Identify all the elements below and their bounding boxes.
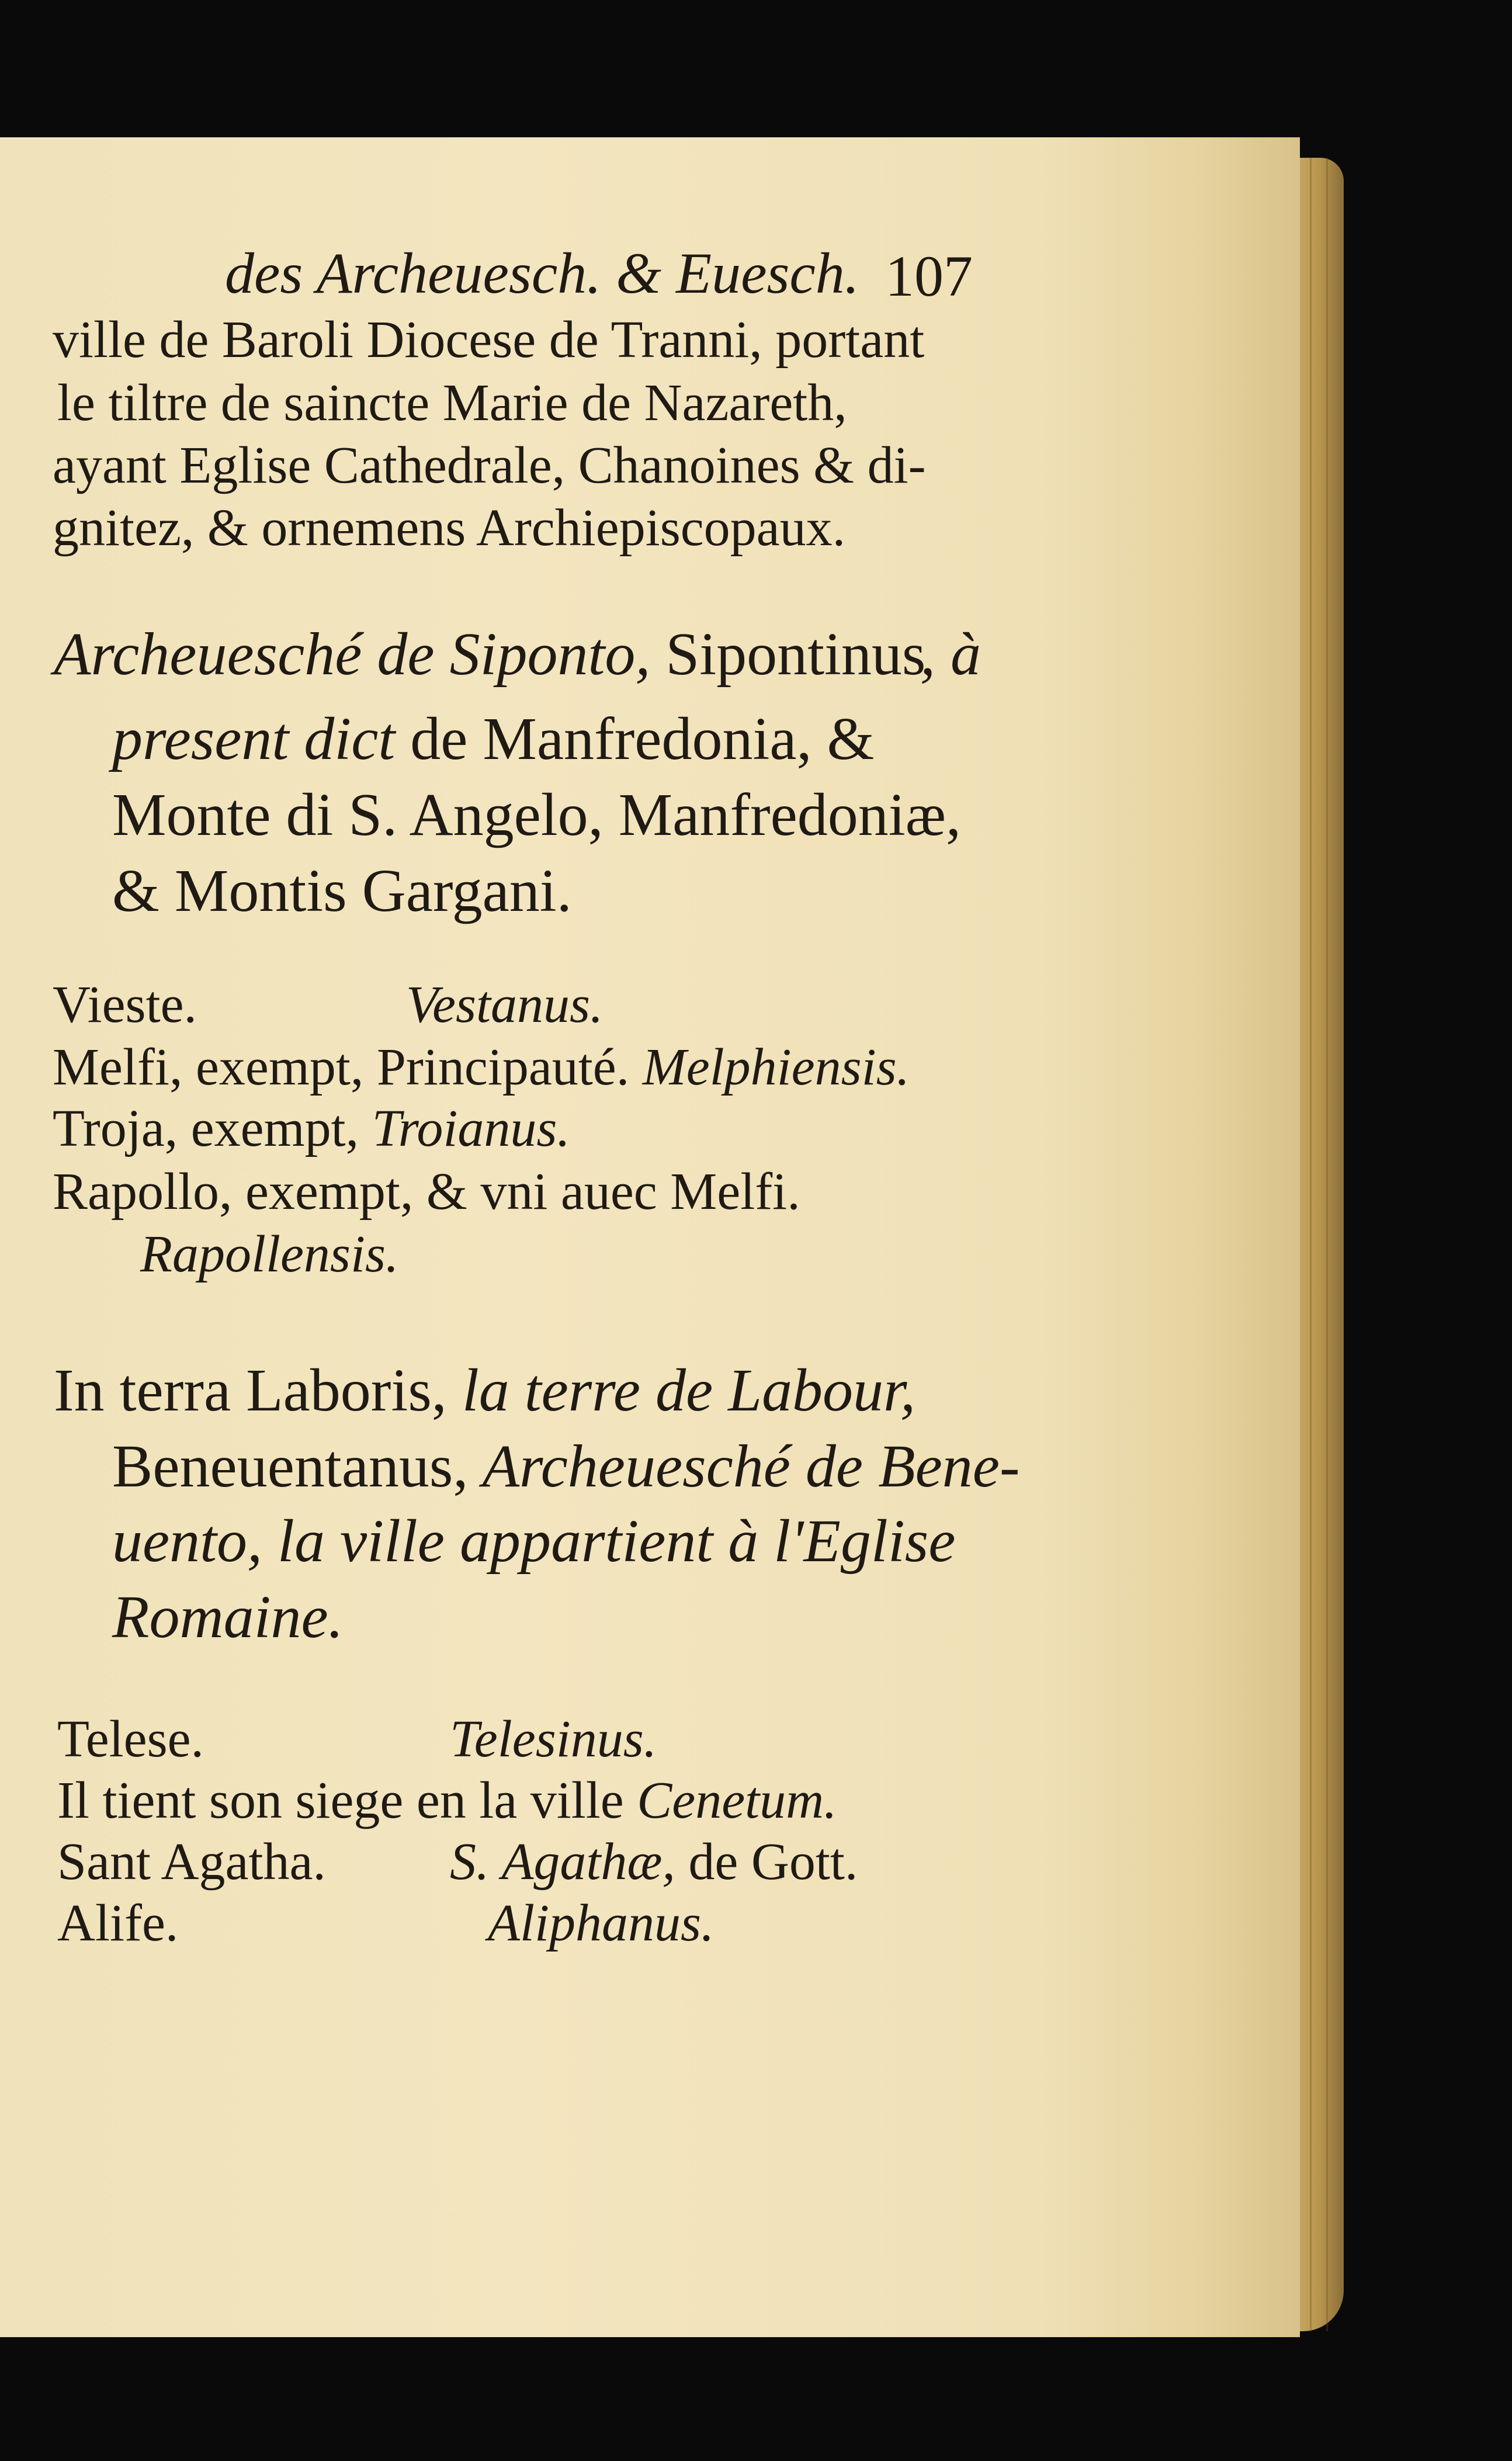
page-number: 107	[885, 244, 973, 309]
section-heading-benevento	[54, 1356, 915, 1425]
entry-italic: Troianus.	[372, 1100, 570, 1157]
diocese-entry-alife: Alife.	[57, 1894, 179, 1952]
diocese-entry-melfi	[53, 1037, 910, 1097]
diocese-latin-alife: Aliphanus.	[488, 1894, 715, 1952]
paragraph-line: ayant Eglise Cathedrale, Chanoines & di-	[53, 436, 926, 494]
diocese-latin-telese: Telesinus.	[450, 1710, 657, 1768]
diocese-latin-vieste: Vestanus.	[406, 976, 604, 1034]
heading-end: , à	[920, 621, 981, 688]
heading-roman: In terra Laboris,	[54, 1357, 447, 1424]
section-roman: de Manfredonia, &	[395, 705, 875, 772]
section-heading-siponto	[54, 619, 925, 689]
entry-roman: de Gott.	[675, 1833, 858, 1891]
section-line	[112, 1431, 1020, 1501]
diocese-entry-rapollo: Rapollo, exempt, & vni auec Melfi.	[53, 1163, 800, 1221]
paragraph-line: gnitez, & ornemens Archiepiscopaux.	[53, 499, 846, 557]
section-line: uento, la ville appartient à l'Eglise	[112, 1507, 956, 1575]
diocese-entry-sant-agatha: Sant Agatha.	[57, 1833, 326, 1891]
section-roman: Beneuentanus,	[112, 1433, 469, 1500]
diocese-entry-telese-note	[57, 1770, 837, 1831]
entry-roman: Il tient son siege en la ville	[57, 1772, 624, 1829]
diocese-entry-troja	[53, 1098, 570, 1159]
entry-italic: S. Agathæ,	[450, 1833, 675, 1891]
section-line: Romaine.	[112, 1583, 344, 1651]
section-italic: Archeuesché de Bene-	[468, 1433, 1020, 1500]
section-line: Monte di S. Angelo, Manfredoniæ,	[112, 781, 962, 848]
paragraph-line: ville de Baroli Diocese de Tranni, portant	[53, 311, 925, 369]
section-line	[112, 704, 874, 774]
heading-roman: Sipontinus	[650, 621, 926, 688]
running-title: des Archeuesch. & Euesch.	[225, 241, 859, 306]
diocese-entry-vieste: Vieste.	[53, 976, 197, 1034]
diocese-latin-sant-agatha	[450, 1832, 858, 1892]
section-line: & Montis Gargani.	[112, 857, 572, 924]
diocese-entry-telese: Telese.	[57, 1710, 204, 1768]
entry-italic: Melphiensis.	[642, 1038, 910, 1096]
heading-italic: la terre de Labour,	[446, 1357, 915, 1424]
paragraph-line: le tiltre de saincte Marie de Nazareth,	[57, 374, 847, 432]
section-italic: present dict	[112, 705, 396, 772]
entry-roman: Troja, exempt,	[53, 1100, 359, 1157]
entry-italic: Cenetum.	[637, 1772, 837, 1829]
heading-italic: Archeuesché de Siponto,	[54, 621, 651, 688]
diocese-latin-rapollo: Rapollensis.	[140, 1225, 399, 1283]
entry-roman: Melfi, exempt, Principauté.	[53, 1038, 630, 1096]
